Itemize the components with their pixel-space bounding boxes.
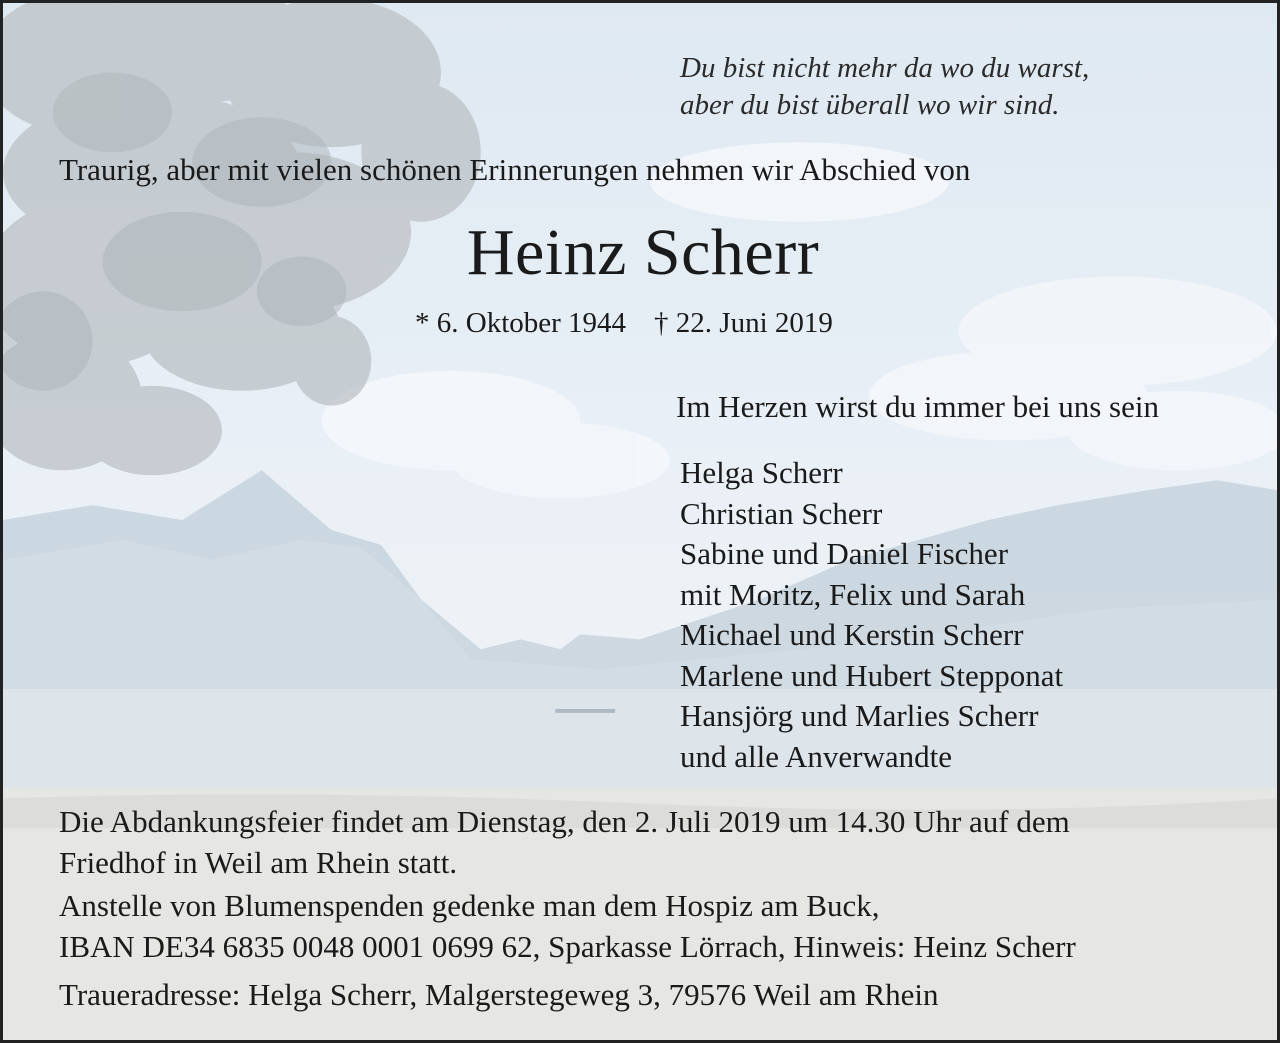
heart-line: Im Herzen wirst du immer bei uns sein — [676, 389, 1159, 424]
donation-line-1: Anstelle von Blumenspenden gedenke man dem Hospiz am Buck, — [59, 888, 880, 923]
intro-text: Traurig, aber mit vielen schönen Erinnerungen nehmen wir Abschied von — [59, 152, 971, 187]
donation-line-2: IBAN DE34 6835 0048 0001 0699 62, Sparkasse Lörrach, Hinweis: Heinz Scherr — [59, 929, 1076, 964]
mourner-name: Christian Scherr — [680, 495, 883, 531]
mourner-name: mit Moritz, Felix und Sarah — [680, 576, 1026, 612]
donation-info — [59, 885, 1076, 967]
life-dates — [415, 307, 833, 340]
mourner-name: Marlene und Hubert Stepponat — [680, 657, 1064, 693]
death-date: † 22. Juni 2019 — [654, 307, 833, 339]
mourning-address: Traueradresse: Helga Scherr, Malgerstegeweg 3, 79576 Weil am Rhein — [59, 977, 939, 1012]
deceased-name: Heinz Scherr — [466, 216, 820, 289]
ceremony-line-2: Friedhof in Weil am Rhein statt. — [59, 845, 458, 880]
mourners-list — [680, 453, 1063, 777]
mourner-name: Sabine und Daniel Fischer — [680, 536, 1009, 571]
ceremony-info — [59, 801, 1070, 883]
memorial-motto — [680, 50, 1089, 124]
mourner-name: und alle Anverwandte — [680, 738, 953, 774]
mourner-name: Hansjörg und Marlies Scherr — [680, 698, 1039, 733]
birth-date: * 6. Oktober 1944 — [415, 307, 627, 339]
ceremony-line-1: Die Abdankungsfeier findet am Dienstag, den 2. Juli 2019 um 14.30 Uhr auf dem — [59, 804, 1070, 839]
motto-line-2: aber du bist überall wo wir sind. — [680, 89, 1060, 121]
mourner-name: Michael und Kerstin Scherr — [680, 617, 1024, 652]
mourner-name: Helga Scherr — [680, 455, 843, 490]
motto-line-1: Du bist nicht mehr da wo du warst, — [680, 52, 1090, 84]
